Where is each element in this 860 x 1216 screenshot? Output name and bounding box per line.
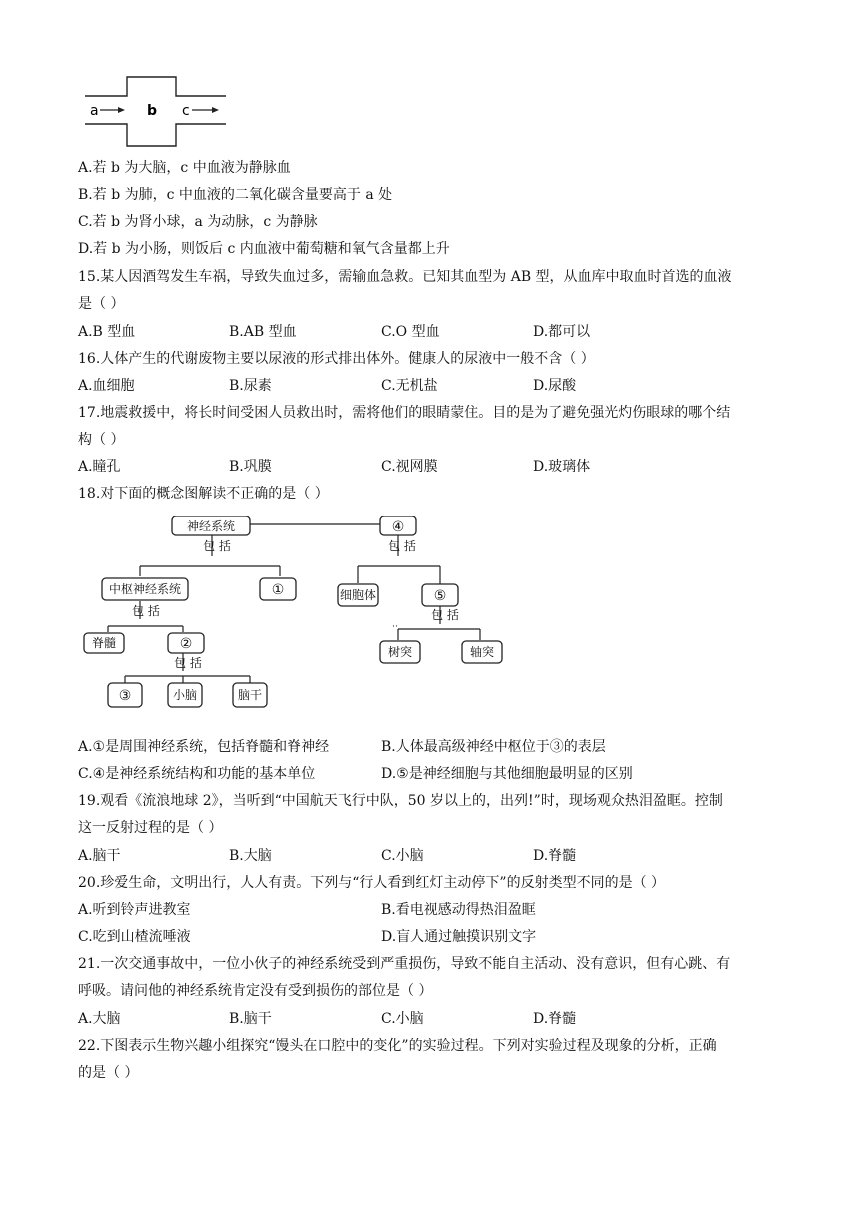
label-n2: ② xyxy=(179,636,193,652)
q19-stem-line2: 这一反射过程的是（ ） xyxy=(78,820,223,836)
label-include-2: 包 括 xyxy=(132,604,160,618)
nervous-system-concept-map xyxy=(80,516,510,716)
label-dendrite: 树突 xyxy=(387,645,413,659)
q19-stem-line1: 19.观看《流浪地球 2》，当听到“中国航天飞行中队，50 岁以上的，出列!”时，现场观众热泪盈眶。控制 xyxy=(78,793,723,809)
q19-option-b: B.大脑 xyxy=(229,848,272,864)
arrow-a-head xyxy=(118,107,125,113)
label-n4: ④ xyxy=(391,519,405,535)
q18-stem: 18.对下面的概念图解读不正确的是（ ） xyxy=(78,486,329,502)
q15-stem-line2: 是（ ） xyxy=(78,296,125,312)
label-axon: 轴突 xyxy=(469,645,495,659)
q21-option-d: D.脊髓 xyxy=(533,1011,577,1027)
q17-stem-line1: 17.地震救援中，将长时间受困人员救出时，需将他们的眼睛蒙住。目的是为了避免强光灼伤眼球的哪个结 xyxy=(78,405,731,421)
label-n1: ① xyxy=(271,582,285,598)
label-spinal-cord: 脊髓 xyxy=(91,636,117,650)
label-brainstem: 脑干 xyxy=(237,688,263,702)
label-include-3: 包 括 xyxy=(174,656,202,670)
q20-option-b: B.看电视感动得热泪盈眶 xyxy=(381,902,536,918)
q15-stem-line1: 15.某人因酒驾发生车祸，导致失血过多，需输血急救。已知其血型为 AB 型，从血库中取血时首选的血液 xyxy=(78,269,732,285)
q20-option-a: A.听到铃声进教室 xyxy=(78,902,191,918)
q21-stem-line1: 21.一次交通事故中，一位小伙子的神经系统受到严重损伤，导致不能自主活动、没有意识，但有心跳、有 xyxy=(78,956,731,972)
q16-option-b: B.尿素 xyxy=(229,378,272,394)
q19-option-a: A.脑干 xyxy=(78,848,121,864)
arrow-c-head xyxy=(212,107,219,113)
q17-option-d: D.玻璃体 xyxy=(533,459,591,475)
blood-flow-diagram xyxy=(80,74,230,154)
q14-option-d: D.若 b 为小肠，则饭后 c 内血液中葡萄糖和氧气含量都上升 xyxy=(78,241,450,257)
q17-option-b: B.巩膜 xyxy=(229,459,272,475)
q14-option-c: C.若 b 为肾小球，a 为动脉，c 为静脉 xyxy=(78,214,318,230)
label-n5: ⑤ xyxy=(433,588,447,604)
label-central-nervous: 中枢神经系统 xyxy=(108,582,182,596)
q21-option-c: C.小脑 xyxy=(381,1011,424,1027)
q19-option-d: D.脊髓 xyxy=(533,848,577,864)
q15-option-d: D.都可以 xyxy=(533,324,591,340)
q14-option-b: B.若 b 为肺，c 中血液的二氧化碳含量要高于 a 处 xyxy=(78,187,393,203)
label-dot: ·· xyxy=(392,622,398,632)
q18-option-c: C.④是神经系统结构和功能的基本单位 xyxy=(78,766,316,782)
label-b: b xyxy=(147,103,158,119)
q20-option-d: D.盲人通过触摸识别文字 xyxy=(381,929,537,945)
q19-option-c: C.小脑 xyxy=(381,848,424,864)
label-include-4: 包 括 xyxy=(388,539,416,553)
q18-option-a: A.①是周围神经系统，包括脊髓和脊神经 xyxy=(78,739,330,755)
q16-stem: 16.人体产生的代谢废物主要以尿液的形式排出体外。健康人的尿液中一般不含（ ） xyxy=(78,351,595,367)
label-c: c xyxy=(182,103,190,119)
q14-option-a: A.若 b 为大脑，c 中血液为静脉血 xyxy=(78,160,291,176)
q16-option-c: C.无机盐 xyxy=(381,378,438,394)
q22-stem-line2: 的是（ ） xyxy=(78,1065,139,1081)
label-cerebellum: 小脑 xyxy=(172,688,198,702)
label-cell-body: 细胞体 xyxy=(339,588,377,602)
q21-stem-line2: 呼吸。请问他的神经系统肯定没有受到损伤的部位是（ ） xyxy=(78,983,433,999)
q17-option-a: A.瞳孔 xyxy=(78,459,121,475)
q15-option-b: B.AB 型血 xyxy=(229,324,297,340)
q17-option-c: C.视网膜 xyxy=(381,459,438,475)
label-include-1: 包 括 xyxy=(203,539,231,553)
q20-stem: 20.珍爱生命，文明出行，人人有责。下列与“行人看到红灯主动停下”的反射类型不同的是（ ） xyxy=(78,875,666,891)
q20-option-c: C.吃到山楂流唾液 xyxy=(78,929,191,945)
q17-stem-line2: 构（ ） xyxy=(78,432,125,448)
q15-option-a: A.B 型血 xyxy=(78,324,136,340)
q18-option-b: B.人体最高级神经中枢位于③的表层 xyxy=(381,739,606,755)
q21-option-b: B.脑干 xyxy=(229,1011,272,1027)
q18-option-d: D.⑤是神经细胞与其他细胞最明显的区别 xyxy=(381,766,633,782)
q21-option-a: A.大脑 xyxy=(78,1011,121,1027)
q15-option-c: C.O 型血 xyxy=(381,324,440,340)
q16-option-d: D.尿酸 xyxy=(533,378,577,394)
label-nervous-system: 神经系统 xyxy=(186,519,236,533)
label-n3: ③ xyxy=(118,688,132,704)
q16-option-a: A.血细胞 xyxy=(78,378,135,394)
label-a: a xyxy=(90,103,99,119)
label-include-5: 包 括 xyxy=(431,608,459,622)
q22-stem-line1: 22.下图表示生物兴趣小组探究“馒头在口腔中的变化”的实验过程。下列对实验过程及现象的分析，正确 xyxy=(78,1038,717,1054)
